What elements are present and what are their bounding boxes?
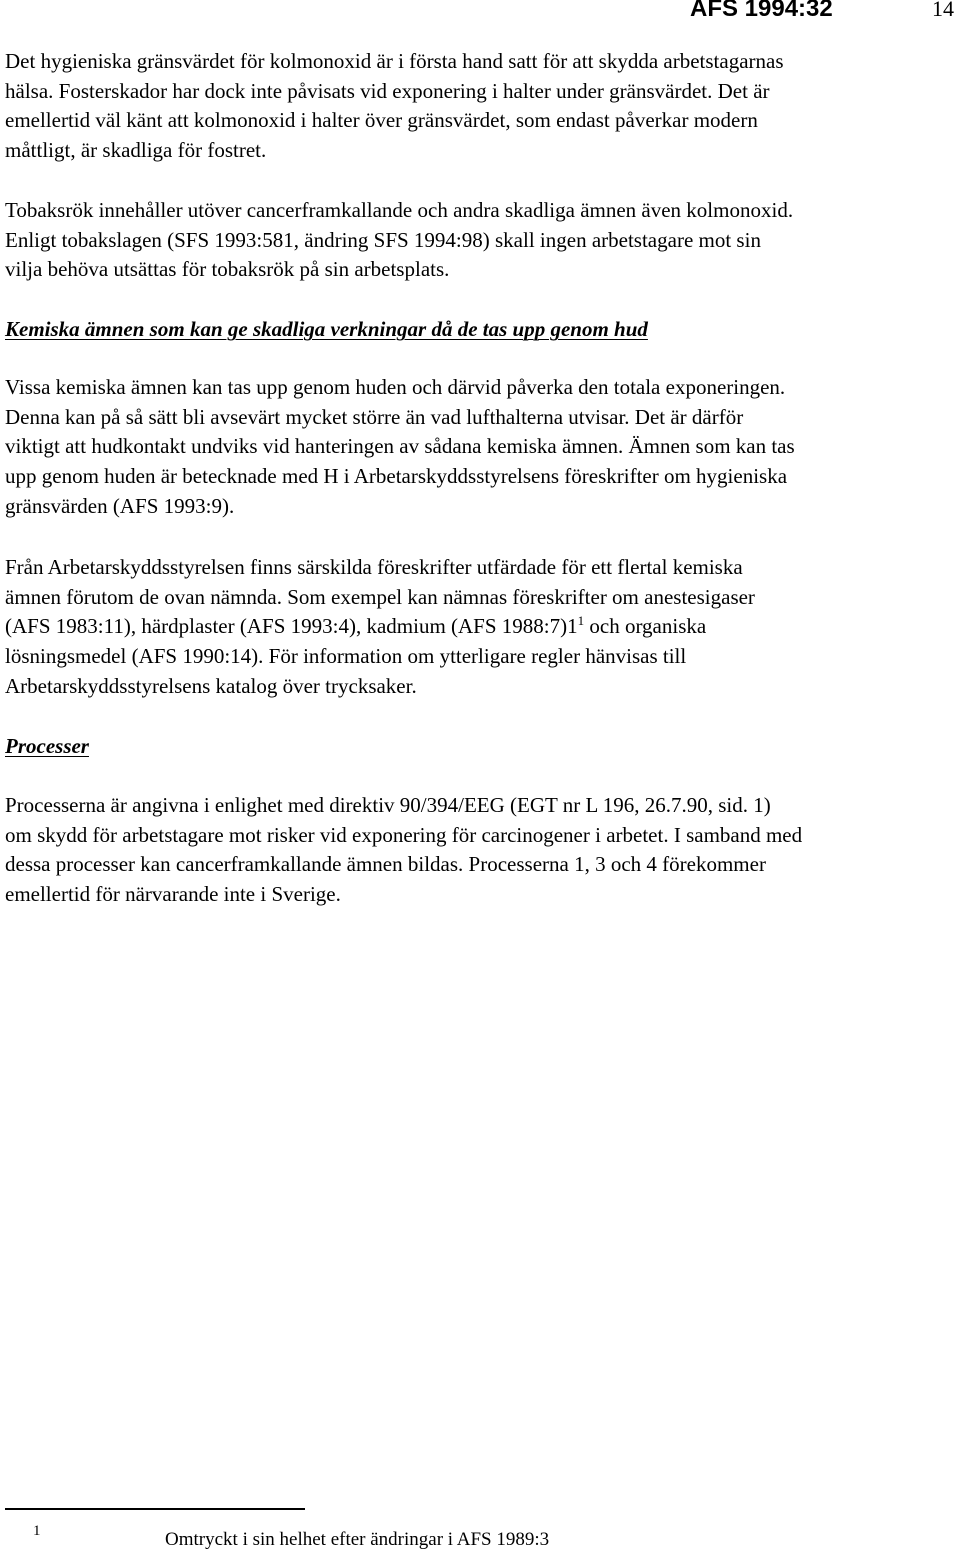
text-line: viktigt att hudkontakt undviks vid hanteringen av sådana kemiska ämnen. Ämnen som kan tas (5, 434, 795, 459)
footnote-text: Omtryckt i sin helhet efter ändringar i AFS 1989:3 (165, 1529, 550, 1550)
document-code: AFS 1994:32 (690, 0, 833, 22)
text-line: måttligt, är skadliga för fostret. (5, 138, 267, 163)
paragraph-carbon-monoxide (5, 47, 960, 166)
text-line: ämnen förutom de ovan nämnda. Som exempel kan nämnas föreskrifter om anestesigaser (5, 584, 755, 609)
text-line: emellertid väl känt att kolmonoxid i halter över gränsvärdet, som endast påverkar modern (5, 108, 758, 133)
text-line: (AFS 1983:11), härdplaster (AFS 1993:4), kadmium (AFS 1988:7)1 (5, 614, 578, 639)
text-line: Denna kan på så sätt bli avsevärt mycket större än vad lufthalterna utvisar. Det är därför (5, 404, 744, 429)
footnote-reference: 1 (577, 613, 585, 629)
text-line: Enligt tobakslagen (SFS 1993:581, ändring SFS 1994:98) skall ingen arbetstagare mot sin (5, 227, 761, 252)
footnote-marker: 1 (33, 1523, 41, 1539)
paragraph-processes (5, 791, 960, 910)
text-line: vilja behöva utsättas för tobaksrök på sin arbetsplats. (5, 257, 450, 282)
text-line: Vissa kemiska ämnen kan tas upp genom huden och därvid påverka den totala exponeringen. (5, 375, 786, 399)
text-line: upp genom huden är betecknade med H i Arbetarskyddsstyrelsens föreskrifter om hygieniska (5, 464, 788, 489)
section-heading-skin-absorption: Kemiska ämnen som kan ge skadliga verkningar då de tas upp genom hud (5, 317, 648, 341)
paragraph-regulations (5, 553, 960, 702)
text-line: Arbetarskyddsstyrelsens katalog över trycksaker. (5, 673, 417, 698)
paragraph-skin-absorption (5, 373, 960, 522)
page-number: 14 (932, 0, 954, 21)
text-line: Det hygieniska gränsvärdet för kolmonoxid är i första hand satt för att skydda arbetstagarnas (5, 49, 784, 73)
text-line: Processerna är angivna i enlighet med direktiv 90/394/EEG (EGT nr L 196, 26.7.90, sid. 1) (5, 793, 771, 817)
text-line: dessa processer kan cancerframkallande ämnen bildas. Processerna 1, 3 och 4 förekommer (5, 852, 766, 877)
text-line: emellertid för närvarande inte i Sverige. (5, 882, 341, 907)
section-heading-processes: Processer (5, 734, 89, 758)
text-line: och organiska (584, 614, 707, 639)
text-line: om skydd för arbetstagare mot risker vid exponering för carcinogener i arbetet. I samband med (5, 822, 803, 847)
text-line: hälsa. Fosterskador har dock inte påvisats vid exponering i halter under gränsvärdet. Det är (5, 78, 770, 103)
text-line: Tobaksrök innehåller utöver cancerframkallande och andra skadliga ämnen även kolmonoxid. (5, 198, 794, 222)
text-line: lösningsmedel (AFS 1990:14). För information om ytterligare regler hänvisas till (5, 644, 687, 669)
footnote-separator (5, 1508, 305, 1510)
text-line: gränsvärden (AFS 1993:9). (5, 493, 235, 518)
paragraph-tobacco-smoke (5, 196, 960, 285)
text-line: Från Arbetarskyddsstyrelsen finns särskilda föreskrifter utfärdade för ett flertal kemiska (5, 555, 743, 579)
